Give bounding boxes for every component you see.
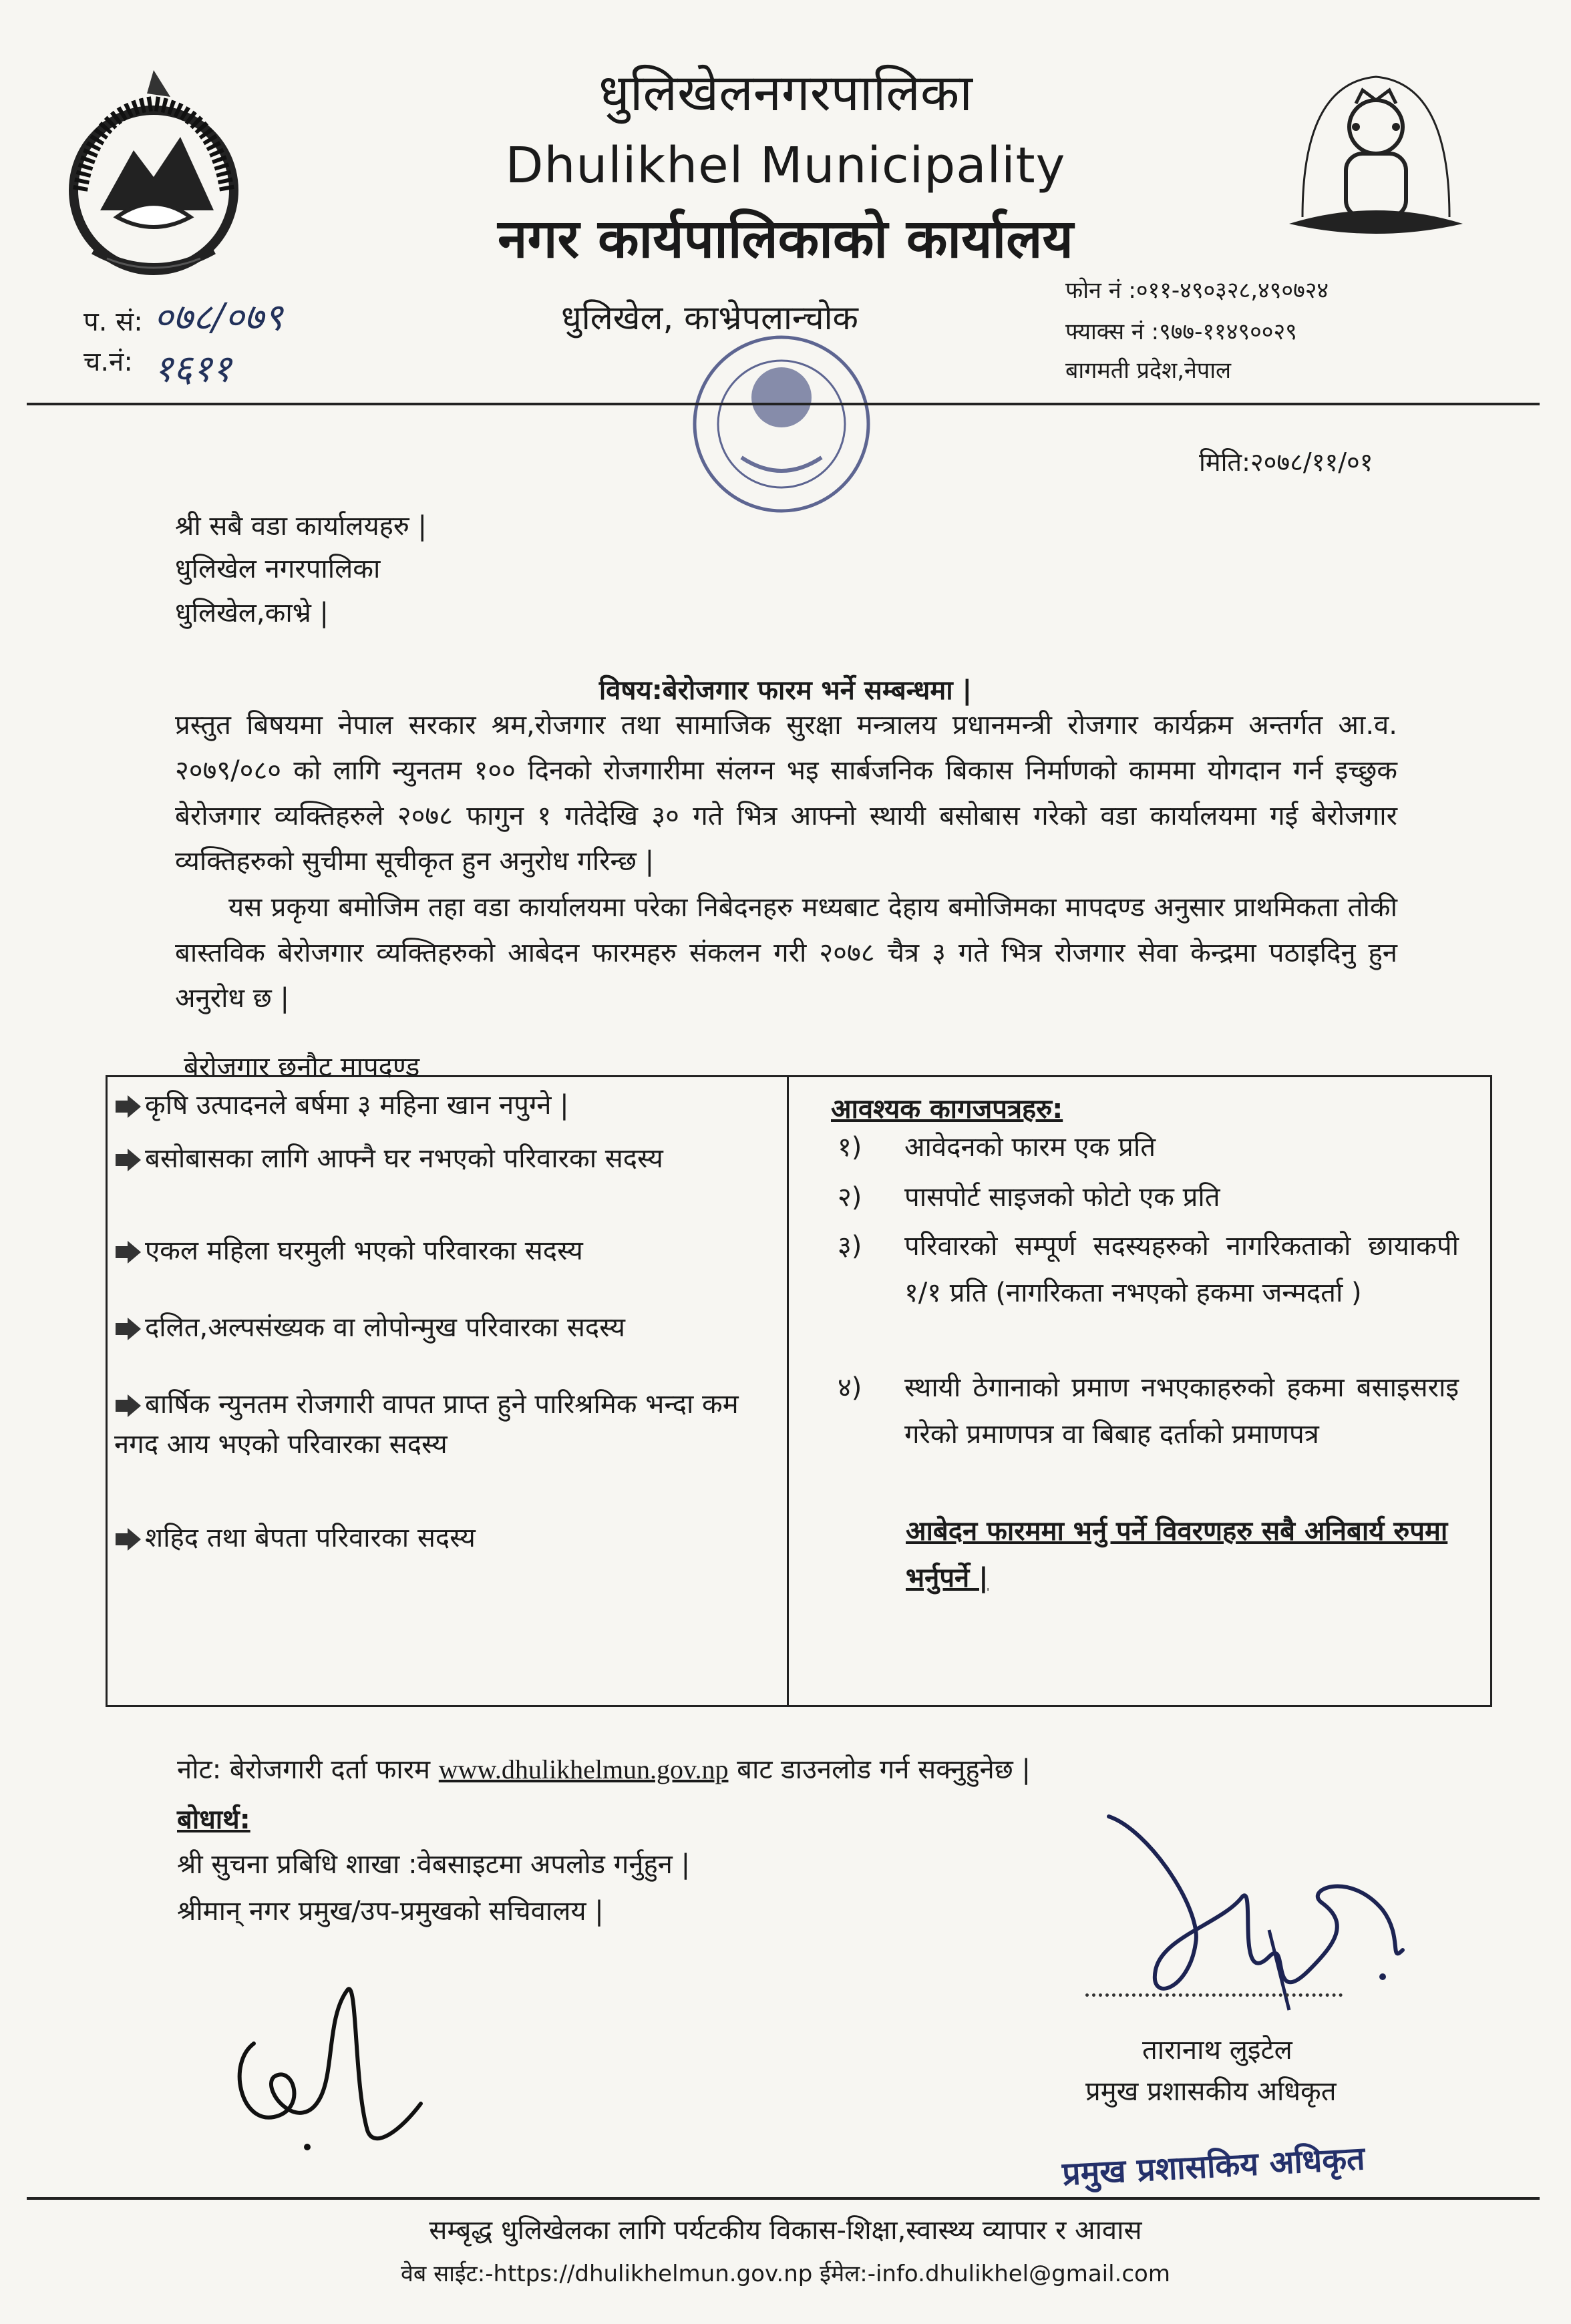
dispatch-number-value: १६११ — [154, 347, 232, 391]
fax-number: फ्याक्स नं :९७७-११४९००२९ — [1065, 319, 1297, 345]
arrow-icon — [114, 1239, 142, 1265]
officer-name: तारानाथ लुइटेल — [1142, 2035, 1292, 2066]
body-paragraph: प्रस्तुत बिषयमा नेपाल सरकार श्रम,रोजगार तथा सामाजिक सुरक्षा मन्त्रालय प्रधानमन्त्री रोजगार कार्यक्रम अन्तर्गत आ.व. २०७९/०८० को लागि न्युनतम १०० दिनको रोजगारीमा संलग्न भइ सार्बजनिक बिकास निर्माणको काममा योगदान गर्न इच्छुक बेरोजगार व्यक्तिहरुले २०७८ फागुन १ गतेदेखि ३० गते भित्र आफ्नो स्थायी बसोबास गरेको वडा कार्यालयमा गई बेरोजगार व्यक्तिहरुको सुचीमा सूचीकृत हुन अनुरोध गरिन्छ | — [175, 710, 1397, 877]
criteria-text: एकल महिला घरमुली भएको परिवारका सदस्य — [145, 1235, 583, 1266]
website-link[interactable]: www.dhulikhelmun.gov.np — [438, 1754, 729, 1784]
criteria-text: दलित,अल्पसंख्यक वा लोपोन्मुख परिवारका सदस्य — [145, 1312, 625, 1343]
criteria-heading: बेरोजगार छनौट मापदण्ड — [184, 1052, 420, 1083]
box-column-divider — [787, 1075, 789, 1705]
signature-line — [1085, 1993, 1343, 1997]
download-note — [177, 1750, 1031, 1786]
municipality-logo — [1276, 63, 1476, 284]
document-number: २) — [838, 1182, 862, 1213]
note-prefix: नोट: बेरोजगारी दर्ता फारम — [177, 1754, 431, 1785]
cc-heading: बोधार्थ: — [177, 1804, 250, 1835]
phone-number: फोन नं :०११-४९०३२८,४९०७२४ — [1065, 277, 1329, 304]
footer-slogan: सम्बृद्ध धुलिखेलका लागि पर्यटकीय विकास-शिक्षा,स्वास्थ्य व्यापार र आवास — [429, 2215, 1142, 2246]
criteria-text: शहिद तथा बेपता परिवारका सदस्य — [145, 1523, 476, 1553]
criteria-text: कृषि उत्पादनले बर्षमा ३ महिना खान नपुग्ने | — [145, 1090, 569, 1121]
criteria-item — [114, 1231, 775, 1271]
documents-column — [791, 1077, 1489, 1705]
document-number: १) — [838, 1132, 862, 1163]
recipient-line: धुलिखेल,काभ्रे | — [175, 598, 329, 628]
criteria-text: बार्षिक न्युनतम रोजगारी वापत प्राप्त हुने पारिश्रमिक भन्दा कम नगद आय भएको परिवारका सदस्य — [114, 1389, 739, 1460]
criteria-text: बसोबासका लागि आफ्नै घर नभएको परिवारका सदस्य — [145, 1143, 663, 1174]
province-address: बागमती प्रदेश,नेपाल — [1065, 357, 1232, 384]
footer-divider — [27, 2197, 1540, 2200]
cc-item: श्री सुचना प्रबिधि शाखा :वेबसाइटमा अपलोड गर्नुहुन | — [177, 1849, 691, 1880]
criteria-item — [114, 1518, 775, 1558]
document-text: आवेदनको फारम एक प्रति — [904, 1132, 1156, 1163]
document-number: ३) — [838, 1231, 862, 1262]
arrow-icon — [114, 1527, 142, 1552]
officer-title: प्रमुख प्रशासकीय अधिकृत — [1085, 2076, 1337, 2107]
document-text: परिवारको सम्पूर्ण सदस्यहरुको नागरिकताको छायाकपी १/१ प्रति (नागरिकता नभएको हकमा जन्मदर्ता ) — [904, 1231, 1459, 1308]
criteria-item — [114, 1384, 775, 1465]
mandatory-note: आबेदन फारममा भर्नु पर्ने विवरणहरु सबै अनिबार्य रुपमा भर्नुपर्ने | — [906, 1516, 1448, 1593]
dispatch-number-label: च.नं: — [83, 347, 133, 377]
body-paragraph: यस प्रकृया बमोजिम तहा वडा कार्यालयमा परेका निबेदनहरु मध्यबाट देहाय बमोजिमका मापदण्ड अनुसार प्राथमिकता तोकी बास्तविक बेरोजगार व्यक्तिहरुको आबेदन फारमहरु संकलन गरी २०७८ चैत्र ३ गते भित्र रोजगार सेवा केन्द्रमा पठाइदिनु हुन अनुरोध छ | — [175, 892, 1397, 1014]
recipient-line: श्री सबै वडा कार्यालयहरु | — [175, 511, 427, 542]
header-divider — [27, 403, 1540, 405]
cc-item: श्रीमान् नगर प्रमुख/उप-प्रमुखको सचिवालय | — [177, 1896, 604, 1927]
letter-subject: विषय:बेरोजगार फारम भर्ने सम्बन्धमा | — [598, 675, 973, 706]
office-address: धुलिखेल, काभ्रेपलान्चोक — [561, 299, 858, 337]
footer-contact: वेब साईट:-https://dhulikhelmun.gov.np ईमेल:-info.dhulikhel@gmail.com — [401, 2261, 1170, 2287]
letter-number-label: प. सं: — [83, 307, 143, 337]
municipality-name-english: Dhulikhel Municipality — [505, 137, 1066, 194]
document-text: पासपोर्ट साइजको फोटो एक प्रति — [904, 1182, 1220, 1213]
letter-number-value: ०७८/०७९ — [154, 296, 283, 339]
documents-heading: आवश्यक कागजपत्रहरु: — [831, 1094, 1063, 1125]
municipality-name-nepali: धुलिखेलनगरपालिका — [598, 63, 973, 122]
criteria-item — [114, 1308, 775, 1348]
document-number: ४) — [838, 1372, 862, 1403]
criteria-item — [114, 1139, 775, 1179]
office-name: नगर कार्यपालिकाको कार्यालय — [498, 208, 1073, 270]
office-round-stamp — [681, 324, 882, 524]
criteria-item — [114, 1085, 775, 1125]
officer-rubber-stamp: प्रमुख प्रशासकिय अधिकृत — [1061, 2140, 1366, 2193]
note-suffix: बाट डाउनलोड गर्न सक्नुहुनेछ | — [737, 1754, 1031, 1785]
recipient-line: धुलिखेल नगरपालिका — [175, 554, 381, 584]
document-text: स्थायी ठेगानाको प्रमाण नभएकाहरुको हकमा बसाइसराइ गरेको प्रमाणपत्र वा बिबाह दर्ताको प्रमाणपत्र — [904, 1372, 1459, 1450]
criteria-documents-box — [106, 1075, 1492, 1707]
arrow-icon — [114, 1147, 142, 1173]
letter-date: मिति:२०७८/११/०१ — [1199, 447, 1373, 477]
arrow-icon — [114, 1393, 142, 1418]
arrow-icon — [114, 1094, 142, 1119]
initial-signature — [214, 1963, 434, 2157]
arrow-icon — [114, 1316, 142, 1342]
